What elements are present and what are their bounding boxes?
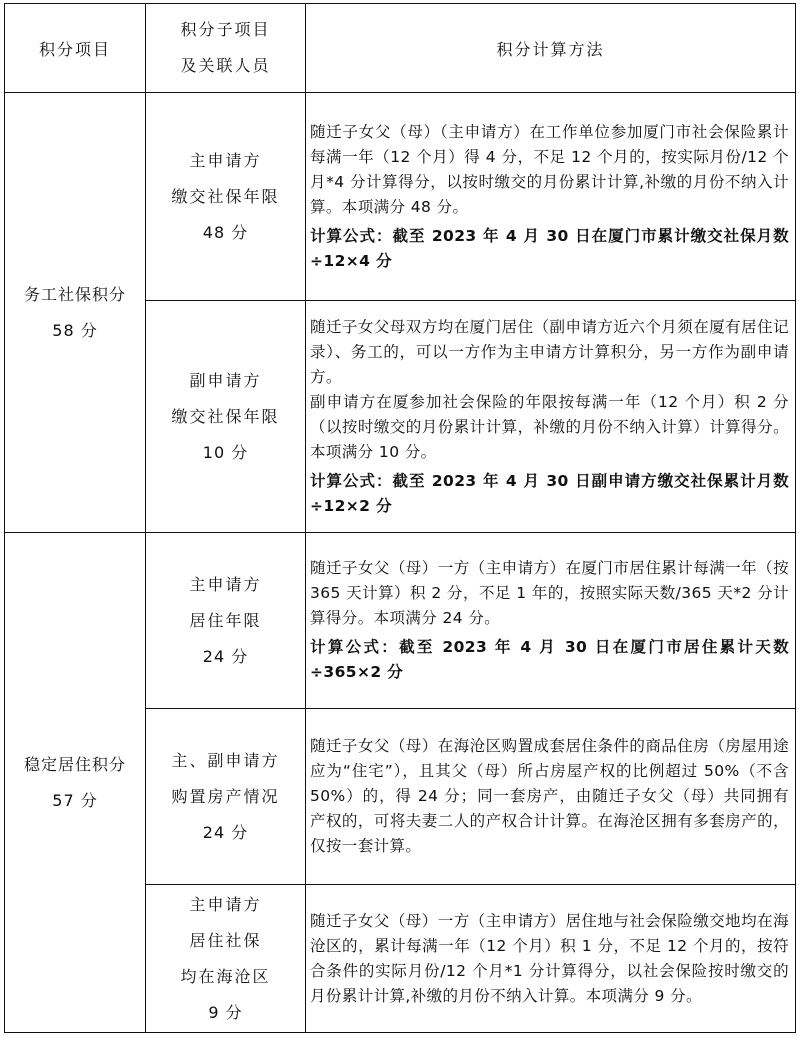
method-text: 副申请方在厦参加社会保险的年限按每满一年（12 个月）积 2 分（以按时缴交的月份累计计算，补缴的月份不纳入计算）计算得分。本项满分 10 分。 — [310, 392, 789, 461]
points-table — [4, 3, 796, 1033]
category-points: 57 分 — [52, 790, 98, 810]
sub-item-cell: 副申请方 缴交社保年限 10 分 — [146, 301, 306, 533]
sub-item-cell: 主申请方 缴交社保年限 48 分 — [146, 93, 306, 301]
header-points-item: 积分项目 — [5, 4, 146, 93]
method-cell — [306, 93, 796, 301]
header-method: 积分计算方法 — [306, 4, 796, 93]
formula-text: 计算公式：截至 2023 年 4 月 30 日在厦门市居住累计天数÷365×2 分 — [310, 638, 789, 681]
category-cell — [5, 533, 146, 1033]
table-row — [5, 93, 796, 301]
method-cell — [306, 301, 796, 533]
method-text: 随迁子女父（母）一方（主申请方）在厦门市居住累计每满一年（按 365 天计算）积 2 分，不足 1 年的，按照实际天数/365 天*2 分计算得分。本项满分 24 分。 — [310, 559, 789, 627]
category-title: 务工社保积分 — [23, 284, 126, 304]
method-text: 随迁子女父（母）在海沧区购置成套居住条件的商品住房（房屋用途应为“住宅”），且其父（母）所占房屋产权的比例超过 50%（不含 50%）的，得 24 分；同一套房产，由随迁子女父（母）共同拥有产权的，可将夫妻二人的产权合计计算。在海沧区拥有多套房产的，仅按一套计算。 — [310, 737, 789, 855]
sub-item-cell: 主申请方 居住年限 24 分 — [146, 533, 306, 709]
category-title: 稳定居住积分 — [23, 754, 126, 774]
formula-text: 计算公式：截至 2023 年 4 月 30 日在厦门市累计缴交社保月数÷12×4 分 — [310, 226, 789, 270]
method-text: 随迁子女父（母）一方（主申请方）居住地与社会保险缴交地均在海沧区的，累计每满一年（12 个月）积 1 分，不足 12 个月的，按符合条件的实际月份/12 个月*1 分计算得分，以社会保险按时缴交的月份累计计算,补缴的月份不纳入计算。本项满分 9 分。 — [310, 911, 789, 1005]
method-text: 随迁子女父（母）（主申请方）在工作单位参加厦门市社会保险累计每满一年（12 个月）得 4 分，不足 12 个月的，按实际月份/12 个月*4 分计算得分，以按时缴交的月份累计计算,补缴的月份不纳入计算。本项满分 48 分。 — [310, 122, 789, 216]
sub-item-cell: 主申请方 居住社保 均在海沧区 9 分 — [146, 885, 306, 1033]
method-cell — [306, 709, 796, 885]
sub-item-cell: 主、副申请方 购置房产情况 24 分 — [146, 709, 306, 885]
category-cell — [5, 93, 146, 533]
method-cell — [306, 533, 796, 709]
method-text: 随迁子女父母双方均在厦门居住（副申请方近六个月须在厦有居住记录）、务工的，可以一方作为主申请方计算积分，另一方作为副申请方。 — [310, 317, 789, 386]
header-row — [5, 4, 796, 93]
table-row — [5, 533, 796, 709]
method-cell — [306, 885, 796, 1033]
category-points: 58 分 — [52, 320, 98, 340]
formula-text: 计算公式：截至 2023 年 4 月 30 日副申请方缴交社保累计月数÷12×2 分 — [310, 471, 789, 515]
header-sub-item: 积分子项目 及关联人员 — [146, 4, 306, 93]
